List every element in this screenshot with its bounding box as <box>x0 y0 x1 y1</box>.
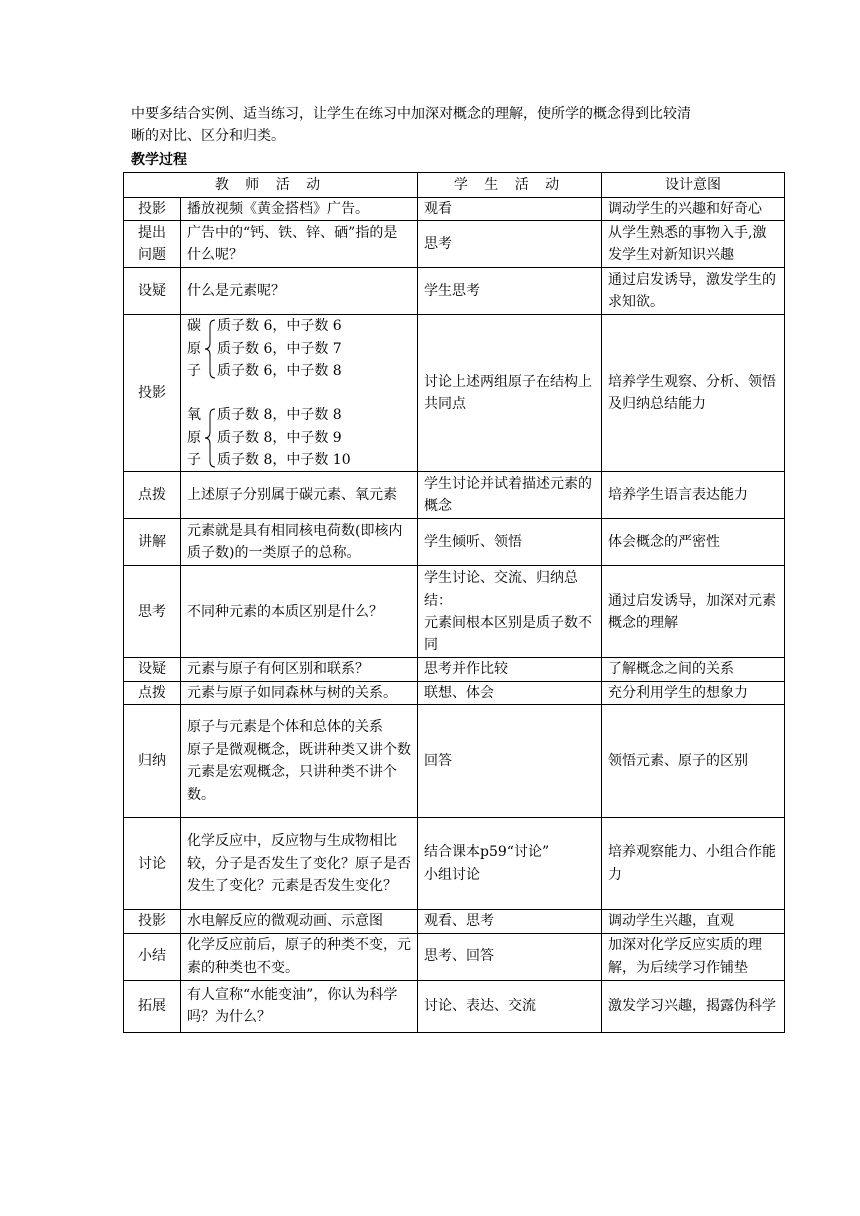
row-student-activity: 讨论上述两组原子在结构上共同点 <box>418 315 602 472</box>
row-category: 小结 <box>124 933 181 980</box>
row-teacher-activity: 不同种元素的本质区别是什么？ <box>181 566 418 658</box>
row-category: 点拨 <box>124 681 181 704</box>
row-student-activity: 结合课本p59“讨论” 小组讨论 <box>418 818 602 910</box>
row-student-activity: 联想、体会 <box>418 681 602 704</box>
left-brace-icon <box>204 408 216 468</box>
table-row <box>124 472 785 519</box>
table-row <box>124 198 785 221</box>
row-category: 思考 <box>124 566 181 658</box>
intro-paragraph <box>131 103 751 147</box>
row-category: 讲解 <box>124 519 181 566</box>
row-teacher-activity: 元素与原子如同森林与树的关系。 <box>181 681 418 704</box>
row-teacher-activity: 广告中的“钙、铁、锌、硒”指的是什么呢？ <box>181 221 418 268</box>
row-student-activity: 学生讨论并试着描述元素的概念 <box>418 472 602 519</box>
row-student-activity: 观看、思考 <box>418 910 602 933</box>
table-row <box>124 315 785 472</box>
row-teacher-activity: 化学反应中，反应物与生成物相比较，分子是否发生了变化？原子是否发生了变化？元素是否发生变化？ <box>181 818 418 910</box>
row-category: 归纳 <box>124 705 181 818</box>
row-student-activity: 回答 <box>418 705 602 818</box>
row-category: 拓展 <box>124 980 181 1032</box>
row-student-activity: 讨论、表达、交流 <box>418 980 602 1032</box>
row-student-activity: 观看 <box>418 198 602 221</box>
table-row <box>124 933 785 980</box>
table-row <box>124 980 785 1032</box>
carbon-isotope-line: 质子数 6，中子数 7 <box>217 340 342 357</box>
row-teacher-activity <box>181 315 418 472</box>
row-category: 设疑 <box>124 268 181 315</box>
row-category: 投影 <box>124 910 181 933</box>
row-design-intent: 调动学生兴趣，直观 <box>602 910 785 933</box>
row-category: 投影 <box>124 315 181 472</box>
table-row <box>124 268 785 315</box>
table-row <box>124 566 785 658</box>
carbon-label-char: 子 <box>187 363 201 380</box>
carbon-isotope-line: 质子数 6，中子数 8 <box>217 363 342 380</box>
row-teacher-activity: 原子与元素是个体和总体的关系 原子是微观概念，既讲种类又讲个数 元素是宏观概念，只讲种类不讲个数。 <box>181 705 418 818</box>
table-row <box>124 818 785 910</box>
row-category: 讨论 <box>124 818 181 910</box>
row-design-intent: 充分利用学生的想象力 <box>602 681 785 704</box>
row-student-activity: 学生思考 <box>418 268 602 315</box>
row-student-activity: 学生倾听、领悟 <box>418 519 602 566</box>
header-student-activity: 学 生 活 动 <box>418 173 602 198</box>
row-category: 点拨 <box>124 472 181 519</box>
table-row <box>124 658 785 681</box>
row-design-intent: 培养学生观察、分析、领悟及归纳总结能力 <box>602 315 785 472</box>
row-student-activity: 思考 <box>418 221 602 268</box>
row-student-activity: 思考并作比较 <box>418 658 602 681</box>
row-design-intent: 体会概念的严密性 <box>602 519 785 566</box>
row-teacher-activity: 有人宣称“水能变油”，你认为科学吗？为什么？ <box>181 980 418 1032</box>
table-header-row <box>124 173 785 198</box>
row-teacher-activity: 元素就是具有相同核电荷数(即核内质子数)的一类原子的总称。 <box>181 519 418 566</box>
oxygen-atom-group <box>187 404 411 471</box>
row-category: 设疑 <box>124 658 181 681</box>
row-teacher-activity: 水电解反应的微观动画、示意图 <box>181 910 418 933</box>
row-design-intent: 通过启发诱导，加深对元素概念的理解 <box>602 566 785 658</box>
intro-line-2: 晰的对比、区分和归类。 <box>131 128 285 144</box>
carbon-isotope-line: 质子数 6，中子数 6 <box>217 318 342 335</box>
table-row <box>124 681 785 704</box>
section-title: 教学过程 <box>131 152 187 168</box>
header-design-intent: 设计意图 <box>602 173 785 198</box>
row-category: 投影 <box>124 198 181 221</box>
table-row <box>124 519 785 566</box>
table-row <box>124 221 785 268</box>
row-design-intent: 通过启发诱导，激发学生的求知欲。 <box>602 268 785 315</box>
header-teacher-activity: 教 师 活 动 <box>124 173 418 198</box>
row-design-intent: 加深对化学反应实质的理解，为后续学习作铺垫 <box>602 933 785 980</box>
teaching-process-table <box>123 172 785 1033</box>
row-design-intent: 从学生熟悉的事物入手,激发学生对新知识兴趣 <box>602 221 785 268</box>
carbon-label-char: 碳 <box>187 318 201 335</box>
row-teacher-activity: 元素与原子有何区别和联系？ <box>181 658 418 681</box>
oxygen-isotope-line: 质子数 8，中子数 9 <box>217 429 342 446</box>
row-teacher-activity: 化学反应前后，原子的种类不变，元素的种类也不变。 <box>181 933 418 980</box>
carbon-atom-group <box>187 315 411 382</box>
row-teacher-activity: 播放视频《黄金搭档》广告。 <box>181 198 418 221</box>
row-design-intent: 培养观察能力、小组合作能力 <box>602 818 785 910</box>
carbon-label-char: 原 <box>187 340 201 357</box>
row-student-activity: 思考、回答 <box>418 933 602 980</box>
intro-line-1: 中要多结合实例、适当练习，让学生在练习中加深对概念的理解，使所学的概念得到比较清 <box>131 106 691 122</box>
left-brace-icon <box>204 319 216 379</box>
oxygen-label-char: 氧 <box>187 407 201 424</box>
row-teacher-activity: 上述原子分别属于碳元素、氧元素 <box>181 472 418 519</box>
row-student-activity: 学生讨论、交流、归纳总结： 元素间根本区别是质子数不同 <box>418 566 602 658</box>
row-design-intent: 调动学生的兴趣和好奇心 <box>602 198 785 221</box>
oxygen-label-char: 原 <box>187 429 201 446</box>
oxygen-isotope-line: 质子数 8，中子数 8 <box>217 407 342 424</box>
oxygen-isotope-line: 质子数 8，中子数 10 <box>217 452 351 469</box>
oxygen-label-char: 子 <box>187 452 201 469</box>
row-design-intent: 培养学生语言表达能力 <box>602 472 785 519</box>
row-design-intent: 了解概念之间的关系 <box>602 658 785 681</box>
row-category: 提出 问题 <box>124 221 181 268</box>
row-teacher-activity: 什么是元素呢？ <box>181 268 418 315</box>
table-row <box>124 705 785 818</box>
row-design-intent: 领悟元素、原子的区别 <box>602 705 785 818</box>
row-design-intent: 激发学习兴趣，揭露伪科学 <box>602 980 785 1032</box>
table-row <box>124 910 785 933</box>
